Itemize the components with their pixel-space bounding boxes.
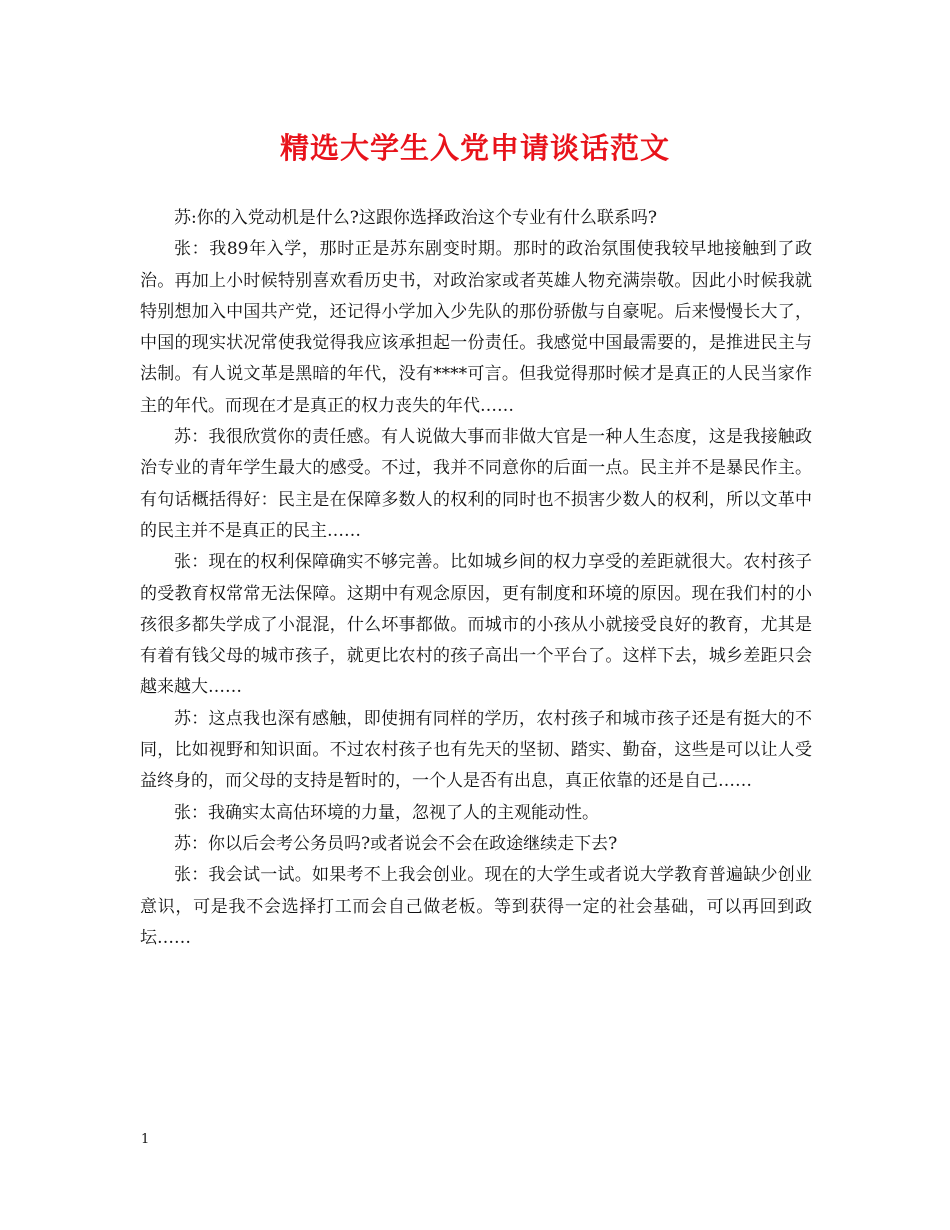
paragraph: 苏：这点我也深有感触，即使拥有同样的学历，农村孩子和城市孩子还是有挺大的不同，比如视野和知识面。不过农村孩子也有先天的坚韧、踏实、勤奋，这些是可以让人受益终身的，而父母的支持是暂时的，一个人是否有出息，真正依靠的还是自己……: [140, 708, 812, 792]
page-number: 1: [141, 1132, 150, 1147]
paragraph: 苏：我很欣赏你的责任感。有人说做大事而非做大官是一种人生态度，这是我接触政治专业的青年学生最大的感受。不过，我并不同意你的后面一点。民主并不是暴民作主。有句话概括得好：民主是在保障多数人的权利的同时也不损害少数人的权利，所以文革中的民主并不是真正的民主……: [140, 427, 812, 541]
paragraph: 苏:你的入党动机是什么?这跟你选择政治这个专业有什么联系吗?: [174, 208, 657, 228]
document-body: [140, 203, 812, 954]
paragraph: 张：我89年入学，那时正是苏东剧变时期。那时的政治氛围使我较早地接触到了政治。再加上小时候特别喜欢看历史书，对政治家或者英雄人物充满崇敬。因此小时候我就特别想加入中国共产党，还记得小学加入少先队的那份骄傲与自豪呢。后来慢慢长大了，中国的现实状况常使我觉得我应该承担起一份责任。我感觉中国最需要的，是推进民主与法制。有人说文革是黑暗的年代，没有****可言。但我觉得那时候才是真正的人民当家作主的年代。而现在才是真正的权力丧失的年代……: [140, 239, 812, 416]
paragraph: 张：我确实太高估环境的力量，忽视了人的主观能动性。: [174, 802, 599, 823]
paragraph: 张：现在的权利保障确实不够完善。比如城乡间的权力享受的差距就很大。农村孩子的受教育权常常无法保障。这期中有观念原因，更有制度和环境的原因。现在我们村的小孩很多都失学成了小混混，什么坏事都做。而城市的小孩从小就接受良好的教育，尤其是有着有钱父母的城市孩子，就更比农村的孩子高出一个平台了。这样下去，城乡差距只会越来越大……: [140, 552, 812, 698]
paragraph: 张：我会试一试。如果考不上我会创业。现在的大学生或者说大学教育普遍缺少创业意识，可是我不会选择打工而会自己做老板。等到获得一定的社会基础，可以再回到政坛……: [140, 865, 812, 948]
paragraph: 苏：你以后会考公务员吗?或者说会不会在政途继续走下去?: [174, 833, 618, 854]
document-title: 精选大学生入党申请谈话范文: [279, 131, 670, 165]
